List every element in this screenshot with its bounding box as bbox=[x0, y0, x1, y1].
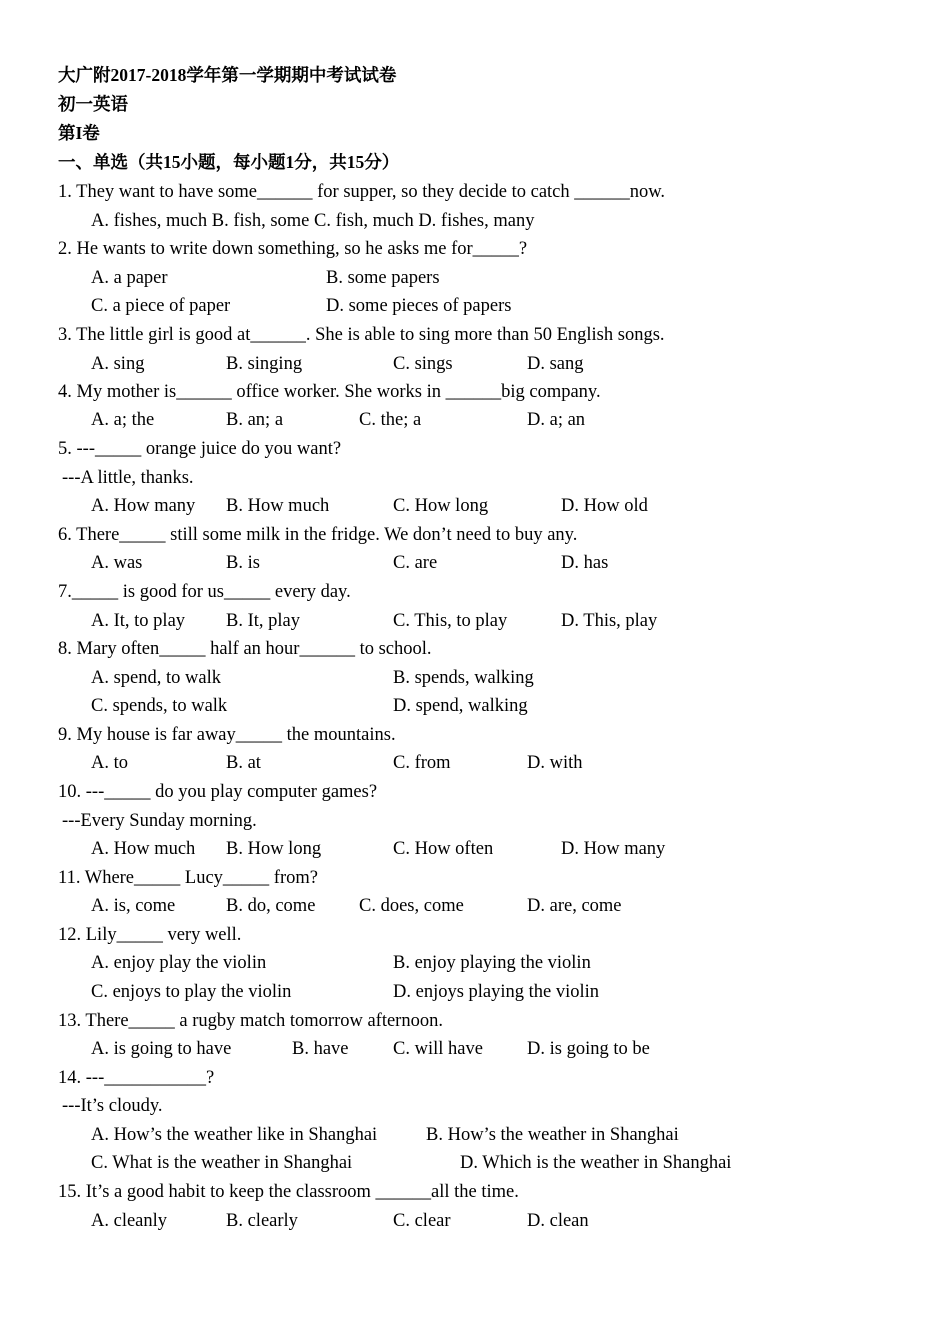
option-d: D. are, come bbox=[527, 896, 622, 916]
question-8-options-row-1 bbox=[0, 664, 950, 692]
option-b: B. have bbox=[292, 1039, 349, 1059]
question-2-options-row-1 bbox=[0, 264, 950, 292]
option-a: A. sing bbox=[91, 354, 145, 374]
option-a: A. to bbox=[91, 753, 128, 773]
option-b: B. do, come bbox=[226, 896, 316, 916]
question-stem: 6. There_____ still some milk in the fridge. We don’t need to buy any. bbox=[58, 525, 578, 545]
question-12-options-row-1 bbox=[0, 949, 950, 977]
option-c: C. will have bbox=[393, 1039, 483, 1059]
option-a: A. is, come bbox=[91, 896, 176, 916]
question-14-options-row-1 bbox=[0, 1121, 950, 1149]
option-a: A. is going to have bbox=[91, 1039, 232, 1059]
question-9-options bbox=[0, 749, 950, 777]
question-stem: 3. The little girl is good at______. She is able to sing more than 50 English songs. bbox=[58, 325, 665, 345]
section-title: 一、单选（共15小题，每小题1分，共15分） bbox=[58, 152, 400, 172]
option-d: D. This, play bbox=[561, 611, 658, 631]
option-b: B. How much bbox=[226, 496, 330, 516]
question-5 bbox=[0, 435, 950, 463]
option-c: C. a piece of paper bbox=[91, 296, 231, 316]
option-b: B. singing bbox=[226, 354, 303, 374]
option-d: D. clean bbox=[527, 1211, 589, 1231]
question-15 bbox=[0, 1178, 950, 1206]
option-c: C. What is the weather in Shanghai bbox=[91, 1153, 353, 1173]
question-13-options bbox=[0, 1035, 950, 1063]
question-13 bbox=[0, 1007, 950, 1035]
question-5-options bbox=[0, 492, 950, 520]
question-2-options-row-2 bbox=[0, 292, 950, 320]
question-7-options bbox=[0, 607, 950, 635]
option-b: B. enjoy playing the violin bbox=[393, 953, 591, 973]
section-line bbox=[0, 148, 950, 176]
question-4-options bbox=[0, 406, 950, 434]
option-b: B. an; a bbox=[226, 410, 284, 430]
option-d: D. spend, walking bbox=[393, 696, 528, 716]
question-stem: 4. My mother is______ office worker. She works in ______big company. bbox=[58, 382, 601, 402]
option-a: A. a paper bbox=[91, 268, 168, 288]
option-a: A. a; the bbox=[91, 410, 155, 430]
option-c: C. clear bbox=[393, 1211, 451, 1231]
question-5-answer bbox=[0, 464, 950, 492]
question-14-options-row-2 bbox=[0, 1149, 950, 1177]
option-d: D. a; an bbox=[527, 410, 586, 430]
question-stem: 14. ---___________? bbox=[58, 1068, 215, 1088]
question-14-answer bbox=[0, 1092, 950, 1120]
question-stem: 7._____ is good for us_____ every day. bbox=[58, 582, 351, 602]
question-stem: 12. Lily_____ very well. bbox=[58, 925, 242, 945]
option-b: B. It, play bbox=[226, 611, 300, 631]
option-b: B. clearly bbox=[226, 1211, 298, 1231]
question-1 bbox=[0, 178, 950, 206]
option-c: C. from bbox=[393, 753, 451, 773]
option-a: A. How much bbox=[91, 839, 196, 859]
question-11-options bbox=[0, 892, 950, 920]
question-10-options bbox=[0, 835, 950, 863]
option-d: D. How many bbox=[561, 839, 666, 859]
subject-line bbox=[0, 90, 950, 118]
option-a: A. It, to play bbox=[91, 611, 186, 631]
question-11 bbox=[0, 864, 950, 892]
option-d: D. Which is the weather in Shanghai bbox=[460, 1153, 732, 1173]
option-d: D. some pieces of papers bbox=[326, 296, 512, 316]
exam-title-line bbox=[0, 61, 950, 89]
question-12-options-row-2 bbox=[0, 978, 950, 1006]
question-2 bbox=[0, 235, 950, 263]
option-b: B. is bbox=[226, 553, 260, 573]
question-3 bbox=[0, 321, 950, 349]
option-c: C. are bbox=[393, 553, 438, 573]
option-d: D. is going to be bbox=[527, 1039, 650, 1059]
option-b: B. some papers bbox=[326, 268, 440, 288]
dialogue-answer: ---A little, thanks. bbox=[62, 468, 194, 488]
question-12 bbox=[0, 921, 950, 949]
question-stem: 10. ---_____ do you play computer games? bbox=[58, 782, 378, 802]
option-d: D. How old bbox=[561, 496, 648, 516]
question-stem: 13. There_____ a rugby match tomorrow afternoon. bbox=[58, 1011, 443, 1031]
option-c: C. This, to play bbox=[393, 611, 508, 631]
dialogue-answer: ---Every Sunday morning. bbox=[62, 811, 257, 831]
question-stem: 1. They want to have some______ for supper, so they decide to catch ______now. bbox=[58, 182, 666, 202]
option-c: C. sings bbox=[393, 354, 453, 374]
option-d: D. enjoys playing the violin bbox=[393, 982, 600, 1002]
question-stem: 8. Mary often_____ half an hour______ to school. bbox=[58, 639, 432, 659]
question-10-answer bbox=[0, 807, 950, 835]
question-stem: 11. Where_____ Lucy_____ from? bbox=[58, 868, 318, 888]
question-stem: 5. ---_____ orange juice do you want? bbox=[58, 439, 342, 459]
option-c: C. enjoys to play the violin bbox=[91, 982, 292, 1002]
question-7 bbox=[0, 578, 950, 606]
option-c: C. does, come bbox=[359, 896, 464, 916]
volume-line bbox=[0, 119, 950, 147]
question-8 bbox=[0, 635, 950, 663]
question-stem: 15. It’s a good habit to keep the classroom ______all the time. bbox=[58, 1182, 519, 1202]
option-c: C. spends, to walk bbox=[91, 696, 228, 716]
option-b: B. How long bbox=[226, 839, 322, 859]
question-6-options bbox=[0, 549, 950, 577]
volume-title: 第I卷 bbox=[58, 123, 100, 143]
exam-title: 大广附2017-2018学年第一学期期中考试试卷 bbox=[58, 65, 397, 85]
option-c: C. How often bbox=[393, 839, 494, 859]
question-15-options bbox=[0, 1207, 950, 1235]
question-stem: 2. He wants to write down something, so he asks me for_____? bbox=[58, 239, 528, 259]
option-a: A. spend, to walk bbox=[91, 668, 221, 688]
option-a: A. How many bbox=[91, 496, 196, 516]
option-a: A. cleanly bbox=[91, 1211, 168, 1231]
option-c: C. the; a bbox=[359, 410, 422, 430]
subject-title: 初一英语 bbox=[58, 94, 128, 114]
question-1-options bbox=[0, 207, 950, 235]
dialogue-answer: ---It’s cloudy. bbox=[62, 1096, 163, 1116]
question-stem: 9. My house is far away_____ the mountains. bbox=[58, 725, 396, 745]
option-line: A. fishes, much B. fish, some C. fish, much D. fishes, many bbox=[91, 211, 535, 231]
option-d: D. with bbox=[527, 753, 583, 773]
option-c: C. How long bbox=[393, 496, 489, 516]
question-10 bbox=[0, 778, 950, 806]
option-d: D. has bbox=[561, 553, 609, 573]
question-4 bbox=[0, 378, 950, 406]
option-b: B. How’s the weather in Shanghai bbox=[426, 1125, 679, 1145]
question-9 bbox=[0, 721, 950, 749]
option-a: A. How’s the weather like in Shanghai bbox=[91, 1125, 378, 1145]
question-14 bbox=[0, 1064, 950, 1092]
option-d: D. sang bbox=[527, 354, 584, 374]
question-6 bbox=[0, 521, 950, 549]
option-b: B. at bbox=[226, 753, 261, 773]
question-3-options bbox=[0, 350, 950, 378]
question-8-options-row-2 bbox=[0, 692, 950, 720]
option-a: A. enjoy play the violin bbox=[91, 953, 267, 973]
option-a: A. was bbox=[91, 553, 143, 573]
option-b: B. spends, walking bbox=[393, 668, 534, 688]
